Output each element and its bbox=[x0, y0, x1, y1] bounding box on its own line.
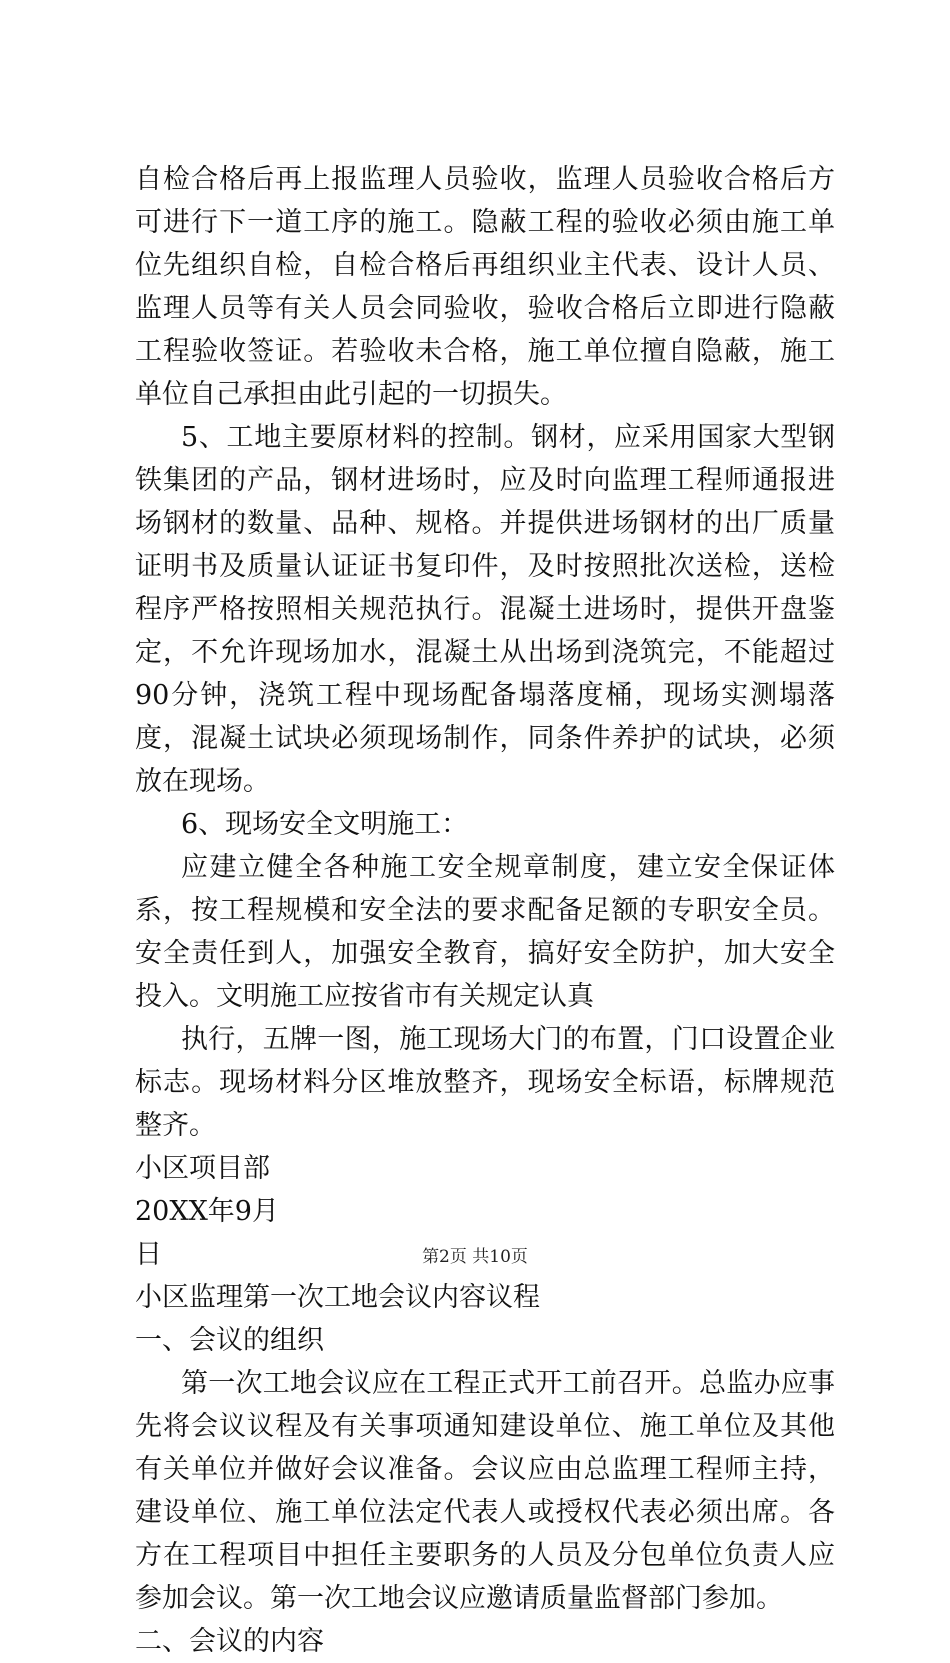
signature-date: 20XX年9月 bbox=[135, 1196, 279, 1227]
heading-organization: 一、会议的组织 bbox=[135, 1325, 324, 1356]
paragraph-inspection: 自检合格后再上报监理人员验收，监理人员验收合格后方可进行下一道工序的施工。隐蔽工程的验收必须由施工单位先组织自检，自检合格后再组织业主代表、设计人员、监理人员等有关人员会同验收，验收合格后立即进行隐蔽工程验收签证。若验收未合格，施工单位擅自隐蔽，施工单位自己承担由此引起的一切损失。 bbox=[135, 164, 835, 410]
document-body bbox=[135, 158, 835, 1663]
section-title: 小区监理第一次工地会议内容议程 bbox=[135, 1282, 540, 1313]
signature-department: 小区项目部 bbox=[135, 1153, 270, 1184]
signature-day: 日 bbox=[135, 1239, 162, 1270]
paragraph-organization: 第一次工地会议应在工程正式开工前召开。总监办应事先将会议议程及有关事项通知建设单位、施工单位及其他有关单位并做好会议准备。会议应由总监理工程师主持，建设单位、施工单位法定代表人或授权代表必须出席。各方在工程项目中担任主要职务的人员及分包单位负责人应参加会议。第一次工地会议应邀请质量监督部门参加。 bbox=[135, 1368, 835, 1614]
page-footer: 第2页 共10页 bbox=[422, 1247, 528, 1267]
heading-content: 二、会议的内容 bbox=[135, 1626, 324, 1657]
paragraph-safety-continued: 执行，五牌一图，施工现场大门的布置，门口设置企业标志。现场材料分区堆放整齐，现场安全标语，标牌规范整齐。 bbox=[135, 1024, 835, 1141]
paragraph-safety-body: 应建立健全各种施工安全规章制度，建立安全保证体系，按工程规模和安全法的要求配备足额的专职安全员。安全责任到人，加强安全教育，搞好安全防护，加大安全投入。文明施工应按省市有关规定认真 bbox=[135, 852, 835, 1012]
paragraph-safety-heading: 6、现场安全文明施工： bbox=[181, 809, 469, 840]
paragraph-materials: 5、工地主要原材料的控制。钢材，应采用国家大型钢铁集团的产品，钢材进场时，应及时向监理工程师通报进场钢材的数量、品种、规格。并提供进场钢材的出厂质量证明书及质量认证证书复印件，及时按照批次送检，送检程序严格按照相关规范执行。混凝土进场时，提供开盘鉴定，不允许现场加水，混凝土从出场到浇筑完，不能超过90分钟，浇筑工程中现场配备塌落度桶，现场实测塌落度，混凝土试块必须现场制作，同条件养护的试块，必须放在现场。 bbox=[135, 422, 835, 797]
